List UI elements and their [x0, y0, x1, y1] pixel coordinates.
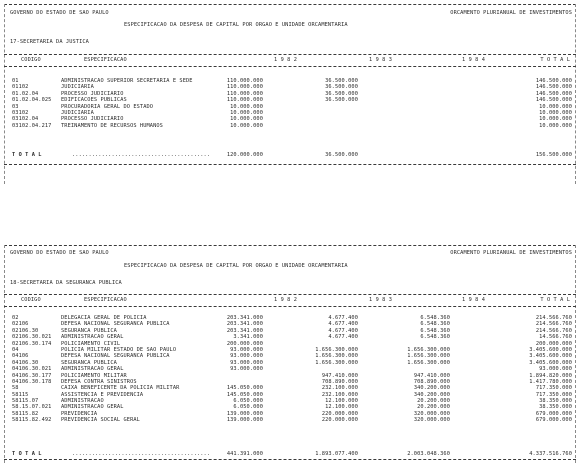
cell-codigo: 01.02.04	[12, 90, 39, 97]
col-1982: 1 9 8 2	[274, 57, 298, 63]
cell-1982: 110.000.000	[226, 90, 263, 97]
cell-1983: 220.000.000	[321, 417, 358, 424]
cell-especificacao: TREINAMENTO DE RECURSOS HUMANOS	[61, 122, 163, 129]
governo-header: GOVERNO DO ESTADO DE SAO PAULO	[10, 10, 109, 16]
cell-1982: 10.000.000	[230, 109, 263, 116]
governo-header: GOVERNO DO ESTADO DE SAO PAULO	[10, 250, 109, 256]
cell-total: 3.405.600.000	[529, 359, 572, 366]
cell-1984: 6.548.360	[420, 321, 450, 328]
col-1984: 1 9 8 4	[462, 297, 486, 303]
cell-total: 93.000.000	[539, 366, 572, 373]
cell-codigo: 02106.30.021	[12, 334, 52, 341]
cell-total: 1.417.780.000	[529, 378, 572, 385]
cell-especificacao: ASSISTENCIA E PREVIDENCIA	[61, 391, 144, 398]
cell-1982: 93.000.000	[230, 353, 263, 360]
cell-1984: 1.656.300.000	[407, 353, 450, 360]
col-especificacao: ESPECIFICACAO	[84, 57, 127, 63]
orcamento-header: ORCAMENTO PLURIANUAL DE INVESTIMENTOS	[450, 250, 572, 256]
cell-especificacao: PREVIDENCIA SOCIAL GERAL	[61, 417, 140, 424]
cell-codigo: 58115	[12, 391, 29, 398]
cell-codigo: 58115.82	[12, 410, 39, 417]
cell-codigo: 04106.30.021	[12, 366, 52, 373]
cell-1984: 6.548.360	[420, 327, 450, 334]
cell-codigo: 02106.30.174	[12, 340, 52, 347]
col-total: T O T A L	[540, 297, 570, 303]
cell-total: 14.566.760	[539, 334, 572, 341]
cell-total: 10.000.000	[539, 122, 572, 129]
cell-1983: 12.100.000	[325, 398, 358, 405]
cell-1984: 340.200.000	[413, 385, 450, 392]
cell-codigo: 03102	[12, 109, 29, 116]
cell-total: 717.350.000	[535, 391, 572, 398]
total-1982: 441.391.000	[226, 451, 263, 457]
cell-especificacao: SEGURANCA PUBLICA	[61, 359, 117, 366]
total-1983: 1.893.077.400	[315, 451, 358, 457]
cell-1982: 145.050.000	[226, 385, 263, 392]
cell-1982: 93.000.000	[230, 346, 263, 353]
cell-1984: 1.656.300.000	[407, 346, 450, 353]
secretaria-title: 17-SECRETARIA DA JUSTICA	[10, 39, 89, 45]
cell-1983: 4.677.400	[328, 315, 358, 321]
header-rule-top	[4, 54, 576, 55]
total-label: T O T A L	[12, 152, 42, 158]
cell-1982: 6.050.000	[233, 398, 263, 405]
cell-especificacao: DELEGACIA GERAL DE POLICIA	[61, 315, 147, 321]
cell-1982: 203.341.000	[226, 315, 263, 321]
cell-1984: 320.000.000	[413, 417, 450, 424]
col-total: T O T A L	[540, 57, 570, 63]
cell-total: 38.350.000	[539, 404, 572, 411]
cell-1982: 139.000.000	[226, 410, 263, 417]
top-rule	[4, 4, 576, 5]
cell-codigo: 58115.07	[12, 398, 39, 405]
cell-total: 146.500.000	[535, 78, 572, 84]
cell-especificacao: JUDICIARIA	[61, 109, 94, 116]
col-1983: 1 9 8 3	[369, 297, 393, 303]
bottom-rule	[4, 164, 576, 165]
cell-especificacao: PROCURADORIA GERAL DO ESTADO	[61, 103, 154, 110]
cell-total: 717.350.000	[535, 385, 572, 392]
col-codigo: CODIGO	[21, 297, 41, 303]
cell-1982: 110.000.000	[226, 78, 263, 84]
cell-1984: 320.000.000	[413, 410, 450, 417]
cell-codigo: 02106	[12, 321, 29, 328]
cell-codigo: 01	[12, 78, 19, 84]
cell-total: 10.000.000	[539, 116, 572, 123]
secretaria-title: 18-SECRETARIA DA SEGURANCA PUBLICA	[10, 280, 122, 286]
cell-1983: 36.500.000	[325, 84, 358, 91]
cell-codigo: 03	[12, 103, 19, 110]
cell-1982: 145.050.000	[226, 391, 263, 398]
orcamento-header: ORCAMENTO PLURIANUAL DE INVESTIMENTOS	[450, 10, 572, 16]
cell-1982: 139.000.000	[226, 417, 263, 424]
table-row	[4, 417, 576, 423]
header-rule-bottom	[4, 306, 576, 307]
cell-codigo: 03102.04.217	[12, 122, 52, 129]
cell-codigo: 58115.82.492	[12, 417, 52, 424]
cell-total: 214.566.760	[535, 315, 572, 321]
cell-especificacao: DEFESA CONTRA SINISTROS	[61, 378, 137, 385]
data-rows	[4, 315, 576, 424]
report-secretaria-justica	[4, 4, 576, 184]
cell-1983: 36.500.000	[325, 78, 358, 84]
column-header-row	[4, 57, 576, 64]
cell-1984: 708.890.000	[413, 378, 450, 385]
table-row	[4, 123, 576, 129]
cell-1982: 93.000.000	[230, 359, 263, 366]
total-row	[4, 152, 576, 158]
cell-1983: 1.656.300.000	[315, 346, 358, 353]
cell-total: 679.000.000	[535, 410, 572, 417]
cell-codigo: 04106.30.177	[12, 372, 52, 379]
cell-total: 3.405.600.000	[529, 346, 572, 353]
cell-1983: 12.100.000	[325, 404, 358, 411]
cell-especificacao: PREVIDENCIA	[61, 410, 98, 417]
cell-1984: 1.656.300.000	[407, 359, 450, 366]
cell-1983: 36.500.000	[325, 97, 358, 104]
total-dots: ..........................................	[72, 152, 211, 158]
cell-1982: 10.000.000	[230, 116, 263, 123]
cell-1983: 4.677.400	[328, 334, 358, 341]
cell-1982: 3.341.000	[233, 334, 263, 341]
cell-total: 214.566.760	[535, 327, 572, 334]
cell-total: 214.566.760	[535, 321, 572, 328]
cell-total: 10.000.000	[539, 103, 572, 110]
cell-especificacao: POLICIA MILITAR ESTADO DE SAO PAULO	[61, 346, 177, 353]
report-subtitle: ESPECIFICACAO DA DESPESA DE CAPITAL POR ORGAO E UNIDADE ORCAMENTARIA	[124, 263, 348, 269]
col-1983: 1 9 8 3	[369, 57, 393, 63]
total-row	[4, 451, 576, 457]
cell-total: 1.894.820.000	[529, 372, 572, 379]
total-total: 156.500.000	[535, 152, 572, 158]
cell-especificacao: SEGURANCA PUBLICA	[61, 327, 117, 334]
cell-especificacao: JUDICIARIA	[61, 84, 94, 91]
col-especificacao: ESPECIFICACAO	[84, 297, 127, 303]
cell-codigo: 04	[12, 346, 19, 353]
cell-1984: 20.200.000	[417, 404, 450, 411]
cell-codigo: 01102	[12, 84, 29, 91]
cell-especificacao: POLICIAMENTO MILITAR	[61, 372, 127, 379]
report-subtitle: ESPECIFICACAO DA DESPESA DE CAPITAL POR ORGAO E UNIDADE ORCAMENTARIA	[124, 22, 348, 28]
cell-1983: 36.500.000	[325, 90, 358, 97]
total-1982: 120.000.000	[226, 152, 263, 158]
cell-codigo: 04106	[12, 353, 29, 360]
col-codigo: CODIGO	[21, 57, 41, 63]
cell-total: 10.000.000	[539, 109, 572, 116]
cell-especificacao: ADMINISTRACAO GERAL	[61, 404, 124, 411]
total-dots: ..........................................	[72, 451, 211, 457]
cell-especificacao: EDIFICACOES PUBLICAS	[61, 97, 127, 104]
cell-1984: 20.200.000	[417, 398, 450, 405]
cell-especificacao: DEFESA NACIONAL SEGURANCA PUBLICA	[61, 353, 170, 360]
cell-1982: 110.000.000	[226, 97, 263, 104]
cell-codigo: 02106.30	[12, 327, 39, 334]
cell-1982: 10.000.000	[230, 103, 263, 110]
cell-1982: 93.000.000	[230, 366, 263, 373]
total-total: 4.337.516.760	[529, 451, 572, 457]
cell-1982: 6.050.000	[233, 404, 263, 411]
cell-codigo: 04106.30	[12, 359, 39, 366]
cell-1984: 340.200.000	[413, 391, 450, 398]
total-label: T O T A L	[12, 451, 42, 457]
cell-1982: 203.341.000	[226, 327, 263, 334]
cell-total: 146.500.000	[535, 97, 572, 104]
cell-especificacao: ADMINISTRACAO GERAL	[61, 334, 124, 341]
cell-total: 679.000.000	[535, 417, 572, 424]
total-1983: 36.500.000	[325, 152, 358, 158]
col-1982: 1 9 8 2	[274, 297, 298, 303]
cell-1982: 200.000.000	[226, 340, 263, 347]
cell-1984: 6.548.360	[420, 334, 450, 341]
cell-especificacao: DEFESA NACIONAL SEGURANCA PUBLICA	[61, 321, 170, 328]
cell-total: 38.350.000	[539, 398, 572, 405]
cell-1983: 708.890.000	[321, 378, 358, 385]
cell-especificacao: CAIXA BENEFICENTE DA POLICIA MILITAR	[61, 385, 180, 392]
cell-codigo: 02	[12, 315, 19, 321]
cell-1982: 203.341.000	[226, 321, 263, 328]
cell-1983: 1.656.300.000	[315, 359, 358, 366]
cell-1983: 4.677.400	[328, 321, 358, 328]
cell-especificacao: PROCESSO JUDICIARIO	[61, 116, 124, 123]
cell-1983: 232.100.000	[321, 385, 358, 392]
header-rule-top	[4, 294, 576, 295]
cell-1984: 947.410.000	[413, 372, 450, 379]
cell-1983: 947.410.000	[321, 372, 358, 379]
header-rule-bottom	[4, 66, 576, 67]
cell-codigo: 03102.04	[12, 116, 39, 123]
cell-codigo: 04106.30.178	[12, 378, 52, 385]
data-rows	[4, 78, 576, 129]
cell-1983: 1.656.300.000	[315, 353, 358, 360]
cell-1983: 4.677.400	[328, 327, 358, 334]
column-header-row	[4, 297, 576, 304]
cell-especificacao: POLICIAMENTO CIVIL	[61, 340, 121, 347]
cell-especificacao: ADMINISTRACAO GERAL	[61, 366, 124, 373]
cell-especificacao: ADMINISTRACAO	[61, 398, 104, 405]
cell-especificacao: PROCESSO JUDICIARIO	[61, 90, 124, 97]
cell-1982: 110.000.000	[226, 84, 263, 91]
cell-codigo: 01.02.04.025	[12, 97, 52, 104]
total-1984: 2.003.048.360	[407, 451, 450, 457]
cell-total: 3.405.600.000	[529, 353, 572, 360]
cell-1984: 6.548.360	[420, 315, 450, 321]
col-1984: 1 9 8 4	[462, 57, 486, 63]
cell-total: 146.500.000	[535, 90, 572, 97]
cell-especificacao: ADMINISTRACAO SUPERIOR SECRETARIA E SEDE	[61, 78, 193, 84]
cell-codigo: 58.15.07.021	[12, 404, 52, 411]
cell-1983: 220.000.000	[321, 410, 358, 417]
cell-1983: 232.100.000	[321, 391, 358, 398]
cell-codigo: 58	[12, 385, 19, 392]
cell-total: 200.000.000	[535, 340, 572, 347]
bottom-rule	[4, 459, 576, 460]
cell-1982: 10.000.000	[230, 122, 263, 129]
report-secretaria-seguranca	[4, 245, 576, 463]
cell-total: 146.500.000	[535, 84, 572, 91]
top-rule	[4, 245, 576, 246]
